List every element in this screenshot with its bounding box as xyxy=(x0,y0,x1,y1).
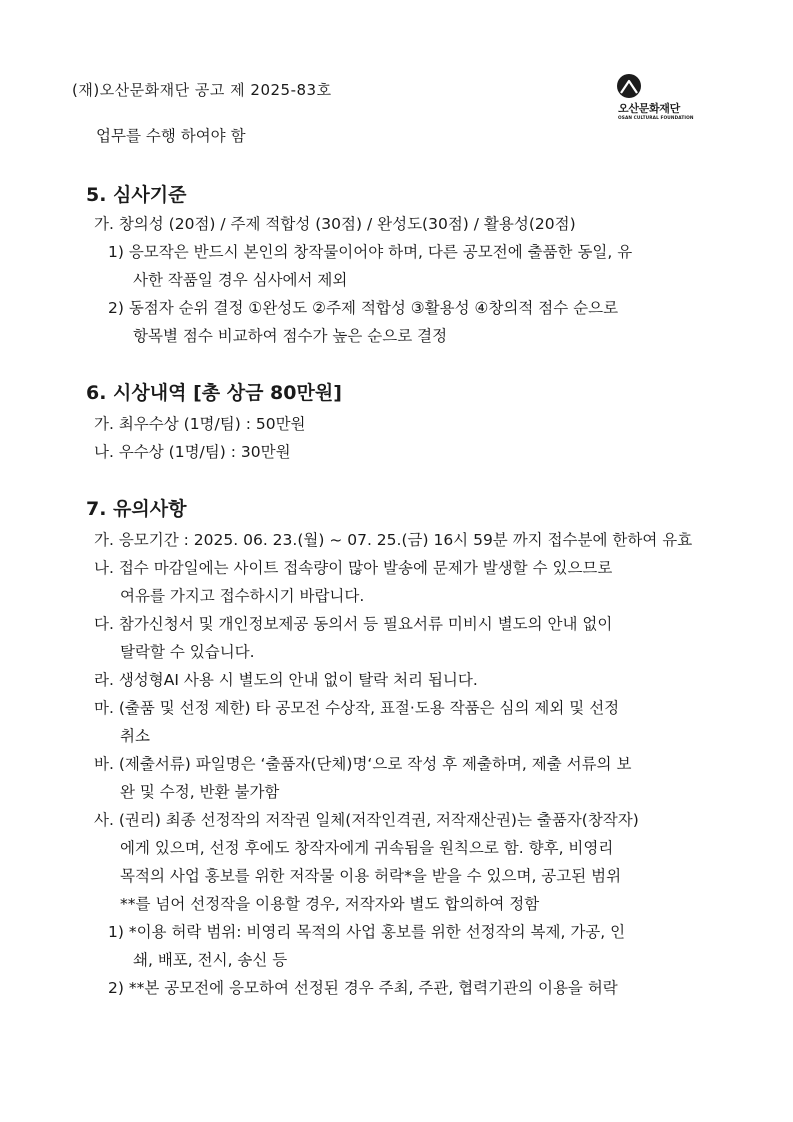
section-7-item-na-line1: 나. 접수 마감일에는 사이트 접속량이 많아 발송에 문제가 발생할 수 있으므로 xyxy=(94,559,613,577)
section-5-sub2-line2: 항목별 점수 비교하여 점수가 높은 순으로 결정 xyxy=(133,327,448,345)
section-7-item-na-line2: 여유를 가지고 접수하시기 바랍니다. xyxy=(120,587,365,605)
section-7-item-ma-line2: 취소 xyxy=(120,727,150,745)
section-7-item-sa-line4: **를 넘어 선정작을 이용할 경우, 저작자와 별도 합의하여 정함 xyxy=(120,895,540,913)
section-5-sub1-line1: 1) 응모작은 반드시 본인의 창작물이어야 하며, 다른 공모전에 출품한 동일, 유 xyxy=(108,243,633,261)
section-7-item-ra: 라. 생성형AI 사용 시 별도의 안내 없이 탈락 처리 됩니다. xyxy=(94,671,478,689)
section-5-sub1-line2: 사한 작품일 경우 심사에서 제외 xyxy=(133,271,348,289)
section-7-item-sa-line2: 에게 있으며, 선정 후에도 창작자에게 귀속됨을 원칙으로 함. 향후, 비영리 xyxy=(120,839,614,857)
section-5-heading: 5. 심사기준 xyxy=(86,184,187,206)
logo-name: 오산문화재단 xyxy=(618,102,680,115)
section-7-item-da-line1: 다. 참가신청서 및 개인정보제공 동의서 등 필요서류 미비시 별도의 안내 없이 xyxy=(94,615,613,633)
section-7-item-sa-line3: 목적의 사업 홍보를 위한 저작물 이용 허락*을 받을 수 있으며, 공고된 범위 xyxy=(120,867,622,885)
section-7-sa-sub1-line1: 1) *이용 허락 범위: 비영리 목적의 사업 홍보를 위한 선정작의 복제, 가공, 인 xyxy=(108,923,626,941)
section-7-item-sa-line1: 사. (권리) 최종 선정작의 저작권 일체(저작인격권, 저작재산권)는 출품자(창작자) xyxy=(94,811,639,829)
section-7-heading: 7. 유의사항 xyxy=(86,498,187,520)
section-7-sa-sub2-line1: 2) **본 공모전에 응모하여 선정된 경우 주최, 주관, 협력기관의 이용을 허락 xyxy=(108,979,618,997)
section-7-sa-sub1-line2: 쇄, 배포, 전시, 송신 등 xyxy=(133,951,288,969)
logo-mark-icon xyxy=(617,74,641,98)
notice-number: (재)오산문화재단 공고 제 2025-83호 xyxy=(72,81,332,99)
section-7-item-ga: 가. 응모기간 : 2025. 06. 23.(월) ~ 07. 25.(금) 16시 59분 까지 접수분에 한하여 유효 xyxy=(94,531,693,549)
section-6-item-na: 나. 우수상 (1명/팀) : 30만원 xyxy=(94,443,291,461)
section-6-heading: 6. 시상내역 [총 상금 80만원] xyxy=(86,382,342,404)
section-5-item-ga: 가. 창의성 (20점) / 주제 적합성 (30점) / 완성도(30점) / 활용성(20점) xyxy=(94,215,576,233)
foundation-logo xyxy=(614,74,714,126)
section-5-sub2-line1: 2) 동점자 순위 결정 ①완성도 ②주제 적합성 ③활용성 ④창의적 점수 순으로 xyxy=(108,299,619,317)
section-6-item-ga: 가. 최우수상 (1명/팀) : 50만원 xyxy=(94,415,306,433)
section-7-item-da-line2: 탈락할 수 있습니다. xyxy=(120,643,255,661)
section-7-item-ba-line2: 완 및 수정, 반환 불가함 xyxy=(120,783,280,801)
continuation-text: 업무를 수행 하여야 함 xyxy=(96,127,246,145)
logo-subtitle: OSAN CULTURAL FOUNDATION xyxy=(618,116,694,121)
section-7-item-ba-line1: 바. (제출서류) 파일명은 ‘출품자(단체)명‘으로 작성 후 제출하며, 제출 서류의 보 xyxy=(94,755,632,773)
section-7-item-ma-line1: 마. (출품 및 선정 제한) 타 공모전 수상작, 표절·도용 작품은 심의 제외 및 선정 xyxy=(94,699,620,717)
